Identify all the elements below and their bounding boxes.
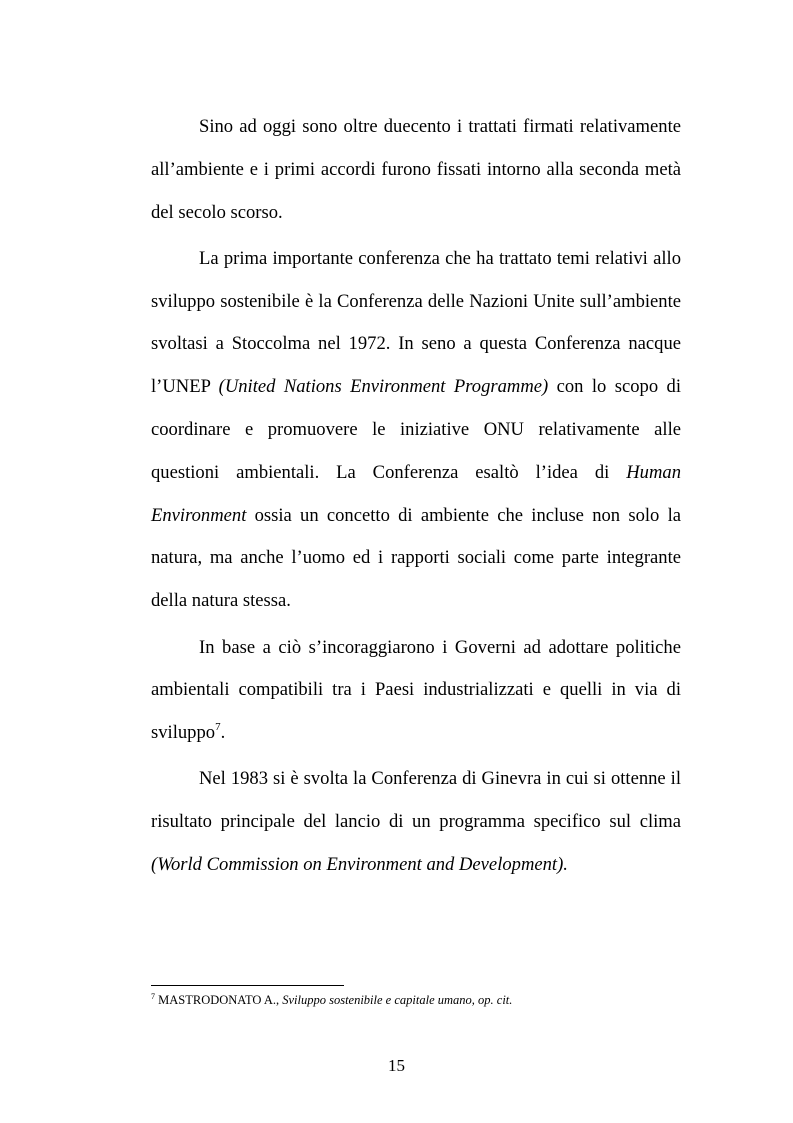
page-number: 15 (388, 1056, 405, 1075)
wced-full-name: (World Commission on Environment and Development). (151, 854, 568, 876)
paragraph-1 (151, 106, 681, 234)
paragraph-2-text-b: con lo scopo di coordinare e promuovere le iniziative ONU relativamente alle questioni ambientali. La Conferenza esaltò l’idea di (151, 376, 682, 483)
paragraph-2-text-a: La prima importante conferenza che ha trattato temi relativi allo sviluppo sostenibile è la Conferenza delle Nazioni Unite sull’ambiente svoltasi a Stoccolma nel 1972. In seno a questa Conferenza nacque l’UNEP (151, 247, 681, 398)
human-environment-term: Human Environment (151, 461, 681, 526)
unep-full-name: (United Nations Environment Programme) (218, 376, 549, 398)
paragraph-2 (151, 238, 681, 623)
paragraph-3 (151, 627, 681, 755)
footnote-separator (151, 985, 344, 986)
footnote-author: MASTRODONATO A., (155, 993, 283, 1007)
footnote-reference[interactable]: 7 (215, 721, 221, 734)
paragraph-2-text-c: ossia un concetto di ambiente che incluse non solo la natura, ma anche l’uomo ed i rapporti sociali come parte integrante della natura stessa. (151, 504, 681, 612)
footnote-title: Sviluppo sostenibile e capitale umano, op. cit. (282, 993, 513, 1007)
paragraph-3-text: In base a ciò s’incoraggiarono i Governi ad adottare politiche ambientali compatibili tra i Paesi industrializzati e quelli in via di sviluppo (151, 636, 681, 744)
footnote (151, 992, 681, 1008)
footnote-number: 7 (151, 992, 155, 1001)
paragraph-4 (151, 758, 681, 886)
paragraph-3-end: . (220, 722, 226, 744)
paragraph-1-text: Sino ad oggi sono oltre duecento i trattati firmati relativamente all’ambiente e i primi accordi furono fissati intorno alla seconda metà del secolo scorso. (151, 116, 681, 223)
body-text (151, 106, 681, 890)
paragraph-4-text: Nel 1983 si è svolta la Conferenza di Ginevra in cui si ottenne il risultato principale del lancio di un programma specifico sul clima (151, 768, 681, 833)
